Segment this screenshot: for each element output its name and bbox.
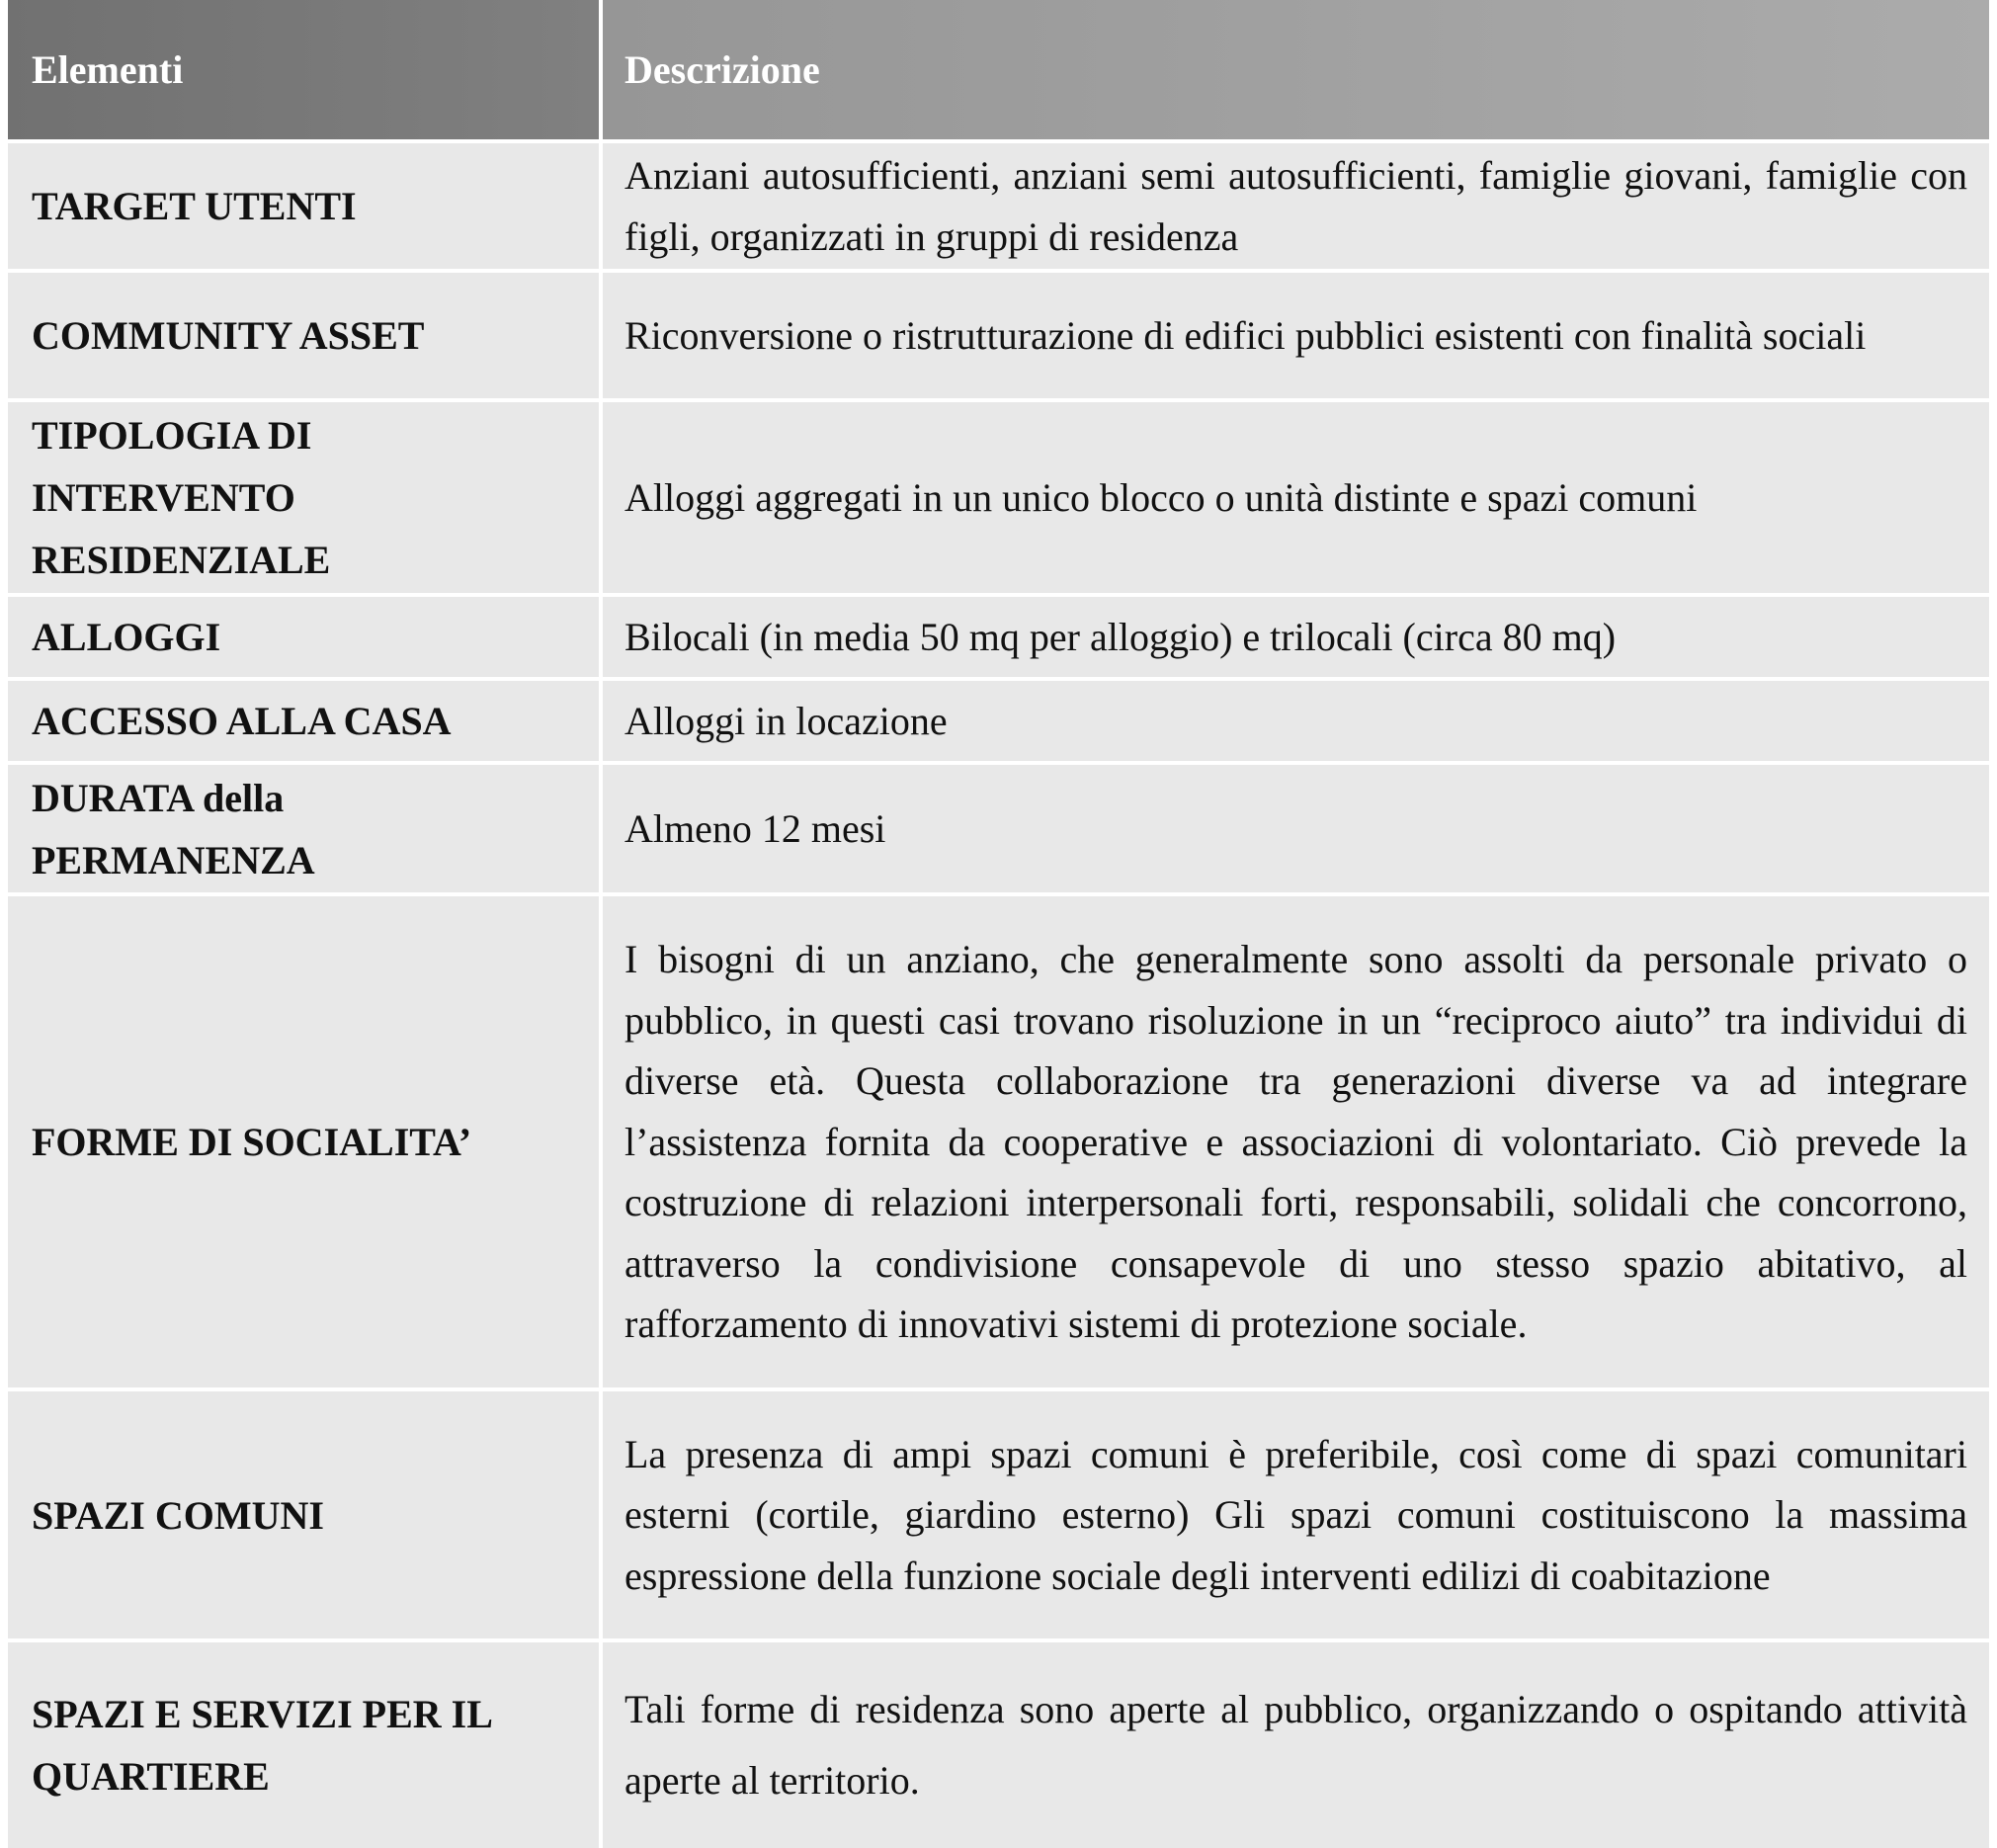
row-element-cell (8, 597, 599, 677)
row-description-cell (603, 765, 1989, 892)
row-description-cell (603, 1391, 1989, 1638)
row-description-cell (603, 681, 1989, 761)
row-element-label: ACCESSO ALLA CASA (32, 699, 452, 743)
row-element-cell (8, 1642, 599, 1848)
row-description-text: Almeno 12 mesi (624, 805, 886, 851)
table-row (8, 273, 1989, 398)
row-description-text: Alloggi aggregati in un unico blocco o unità distinte e spazi comuni (624, 474, 1698, 520)
row-description-text: Riconversione o ristrutturazione di edifici pubblici esistenti con finalità sociali (624, 312, 1867, 358)
column-header-descrizione: Descrizione (603, 0, 1989, 139)
row-element-cell (8, 402, 599, 593)
table-row (8, 143, 1989, 269)
row-description-text: Bilocali (in media 50 mq per alloggio) e trilocali (circa 80 mq) (624, 614, 1617, 659)
row-description-text: La presenza di ampi spazi comuni è preferibile, così come di spazi comunitari esterni (cortile, giardino esterno) Gli spazi comuni costituiscono la massima espressione della funzione sociale degli interventi edilizi di coabitazione (624, 1431, 1967, 1598)
row-description-text: Anziani autosufficienti, anziani semi autosufficienti, famiglie giovani, famiglie con figli, organizzati in gruppi di residenza (624, 153, 1967, 259)
row-description-cell (603, 1642, 1989, 1848)
table-row (8, 681, 1989, 761)
row-element-cell (8, 896, 599, 1387)
table-row (8, 765, 1989, 892)
row-element-label: SPAZI COMUNI (32, 1492, 324, 1538)
row-description-cell (603, 143, 1989, 269)
table-row (8, 1391, 1989, 1638)
row-element-cell (8, 681, 599, 761)
table-row (8, 597, 1989, 677)
row-element-label: ALLOGGI (32, 615, 221, 659)
row-description-text: I bisogni di un anziano, che generalmente sono assolti da personale privato o pubblico, in questi casi trovano risoluzione in un “reciproco aiuto” tra individui di diverse età. Questa collaborazione tra generazioni diverse va ad integrare l’assistenza fornita da cooperative e associazioni di volontariato. Ciò prevede la costruzione di relazioni interpersonali forti, responsabili, solidali che concorrono, attraverso la condivisione consapevole di uno stesso spazio abitativo, al rafforzamento di innovativi sistemi di protezione sociale. (624, 937, 1967, 1347)
row-element-cell (8, 273, 599, 398)
row-description-cell (603, 273, 1989, 398)
table-row (8, 1642, 1989, 1848)
table-row (8, 402, 1989, 593)
row-element-label: SPAZI E SERVIZI PER IL QUARTIERE (32, 1692, 491, 1799)
row-element-label: DURATA della PERMANENZA (32, 775, 315, 882)
table-row (8, 896, 1989, 1387)
row-element-label: COMMUNITY ASSET (32, 313, 425, 358)
row-description-cell (603, 402, 1989, 593)
row-description-cell (603, 597, 1989, 677)
row-element-label: TARGET UTENTI (32, 184, 357, 228)
row-element-label: TIPOLOGIA DI INTERVENTO RESIDENZIALE (32, 413, 331, 582)
row-description-text: Alloggi in locazione (624, 698, 948, 743)
row-description-text: Tali forme di residenza sono aperte al pubblico, organizzando o ospitando attività aperte al territorio. (624, 1687, 1967, 1803)
column-header-elementi: Elementi (8, 0, 599, 139)
row-element-cell (8, 765, 599, 892)
row-element-cell (8, 1391, 599, 1638)
row-element-label: FORME DI SOCIALITA’ (32, 1120, 472, 1164)
row-element-cell (8, 143, 599, 269)
row-description-cell (603, 896, 1989, 1387)
